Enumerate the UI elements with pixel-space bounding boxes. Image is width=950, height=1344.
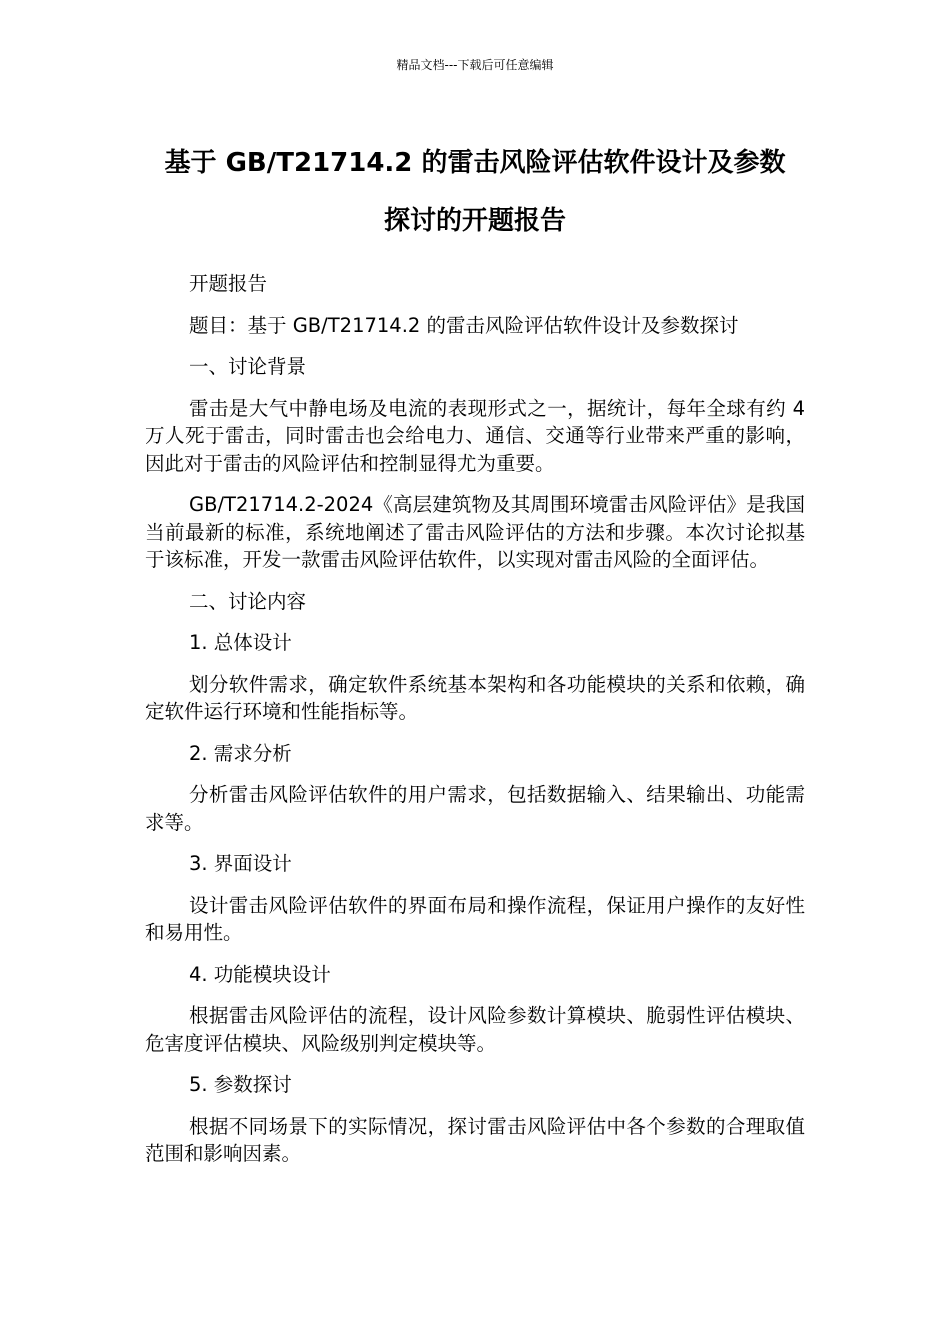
subheading: 5. 参数探讨 — [189, 1073, 292, 1096]
paragraph: 分析雷击风险评估软件的用户需求，包括数据输入、结果输出、功能需求等。 — [145, 783, 805, 834]
subheading: 2. 需求分析 — [189, 741, 292, 765]
subheading: 3. 界面设计 — [189, 852, 292, 875]
subheading: 1. 总体设计 — [189, 631, 292, 654]
section-heading-background: 一、讨论背景 — [189, 355, 307, 378]
section-heading-content: 二、讨论内容 — [189, 589, 307, 613]
paragraph: 根据雷击风险评估的流程，设计风险参数计算模块、脆弱性评估模块、危害度评估模块、风险级别判定模块等。 — [145, 1004, 805, 1055]
paragraph: 雷击是大气中静电场及电流的表现形式之一，据统计，每年全球有约 4 万人死于雷击，同时雷击也会给电力、通信、交通等行业带来严重的影响，因此对于雷击的风险评估和控制显得尤为重要。 — [145, 396, 805, 475]
topic-line: 题目：基于 GB/T21714.2 的雷击风险评估软件设计及参数探讨 — [189, 313, 739, 337]
paragraph: 设计雷击风险评估软件的界面布局和操作流程，保证用户操作的友好性和易用性。 — [145, 893, 805, 944]
title-line-1: 基于 GB/T21714.2 的雷击风险评估软件设计及参数 — [164, 148, 786, 178]
paragraph: GB/T21714.2-2024《高层建筑物及其周围环境雷击风险评估》是我国当前最新的标准，系统地阐述了雷击风险评估的方法和步骤。本次讨论拟基于该标准，开发一款雷击风险评估软件，以实现对雷击风险的全面评估。 — [145, 493, 805, 571]
subheading: 4. 功能模块设计 — [189, 962, 331, 986]
section-label: 开题报告 — [189, 272, 268, 295]
document-body — [145, 270, 805, 1182]
page-header: 精品文档---下载后可任意编辑 — [396, 58, 554, 72]
title-line-2: 探讨的开题报告 — [383, 206, 566, 236]
paragraph: 根据不同场景下的实际情况，探讨雷击风险评估中各个参数的合理取值范围和影响因素。 — [145, 1114, 805, 1165]
document-title — [145, 134, 805, 250]
paragraph: 划分软件需求，确定软件系统基本架构和各功能模块的关系和依赖，确定软件运行环境和性能指标等。 — [145, 672, 805, 723]
